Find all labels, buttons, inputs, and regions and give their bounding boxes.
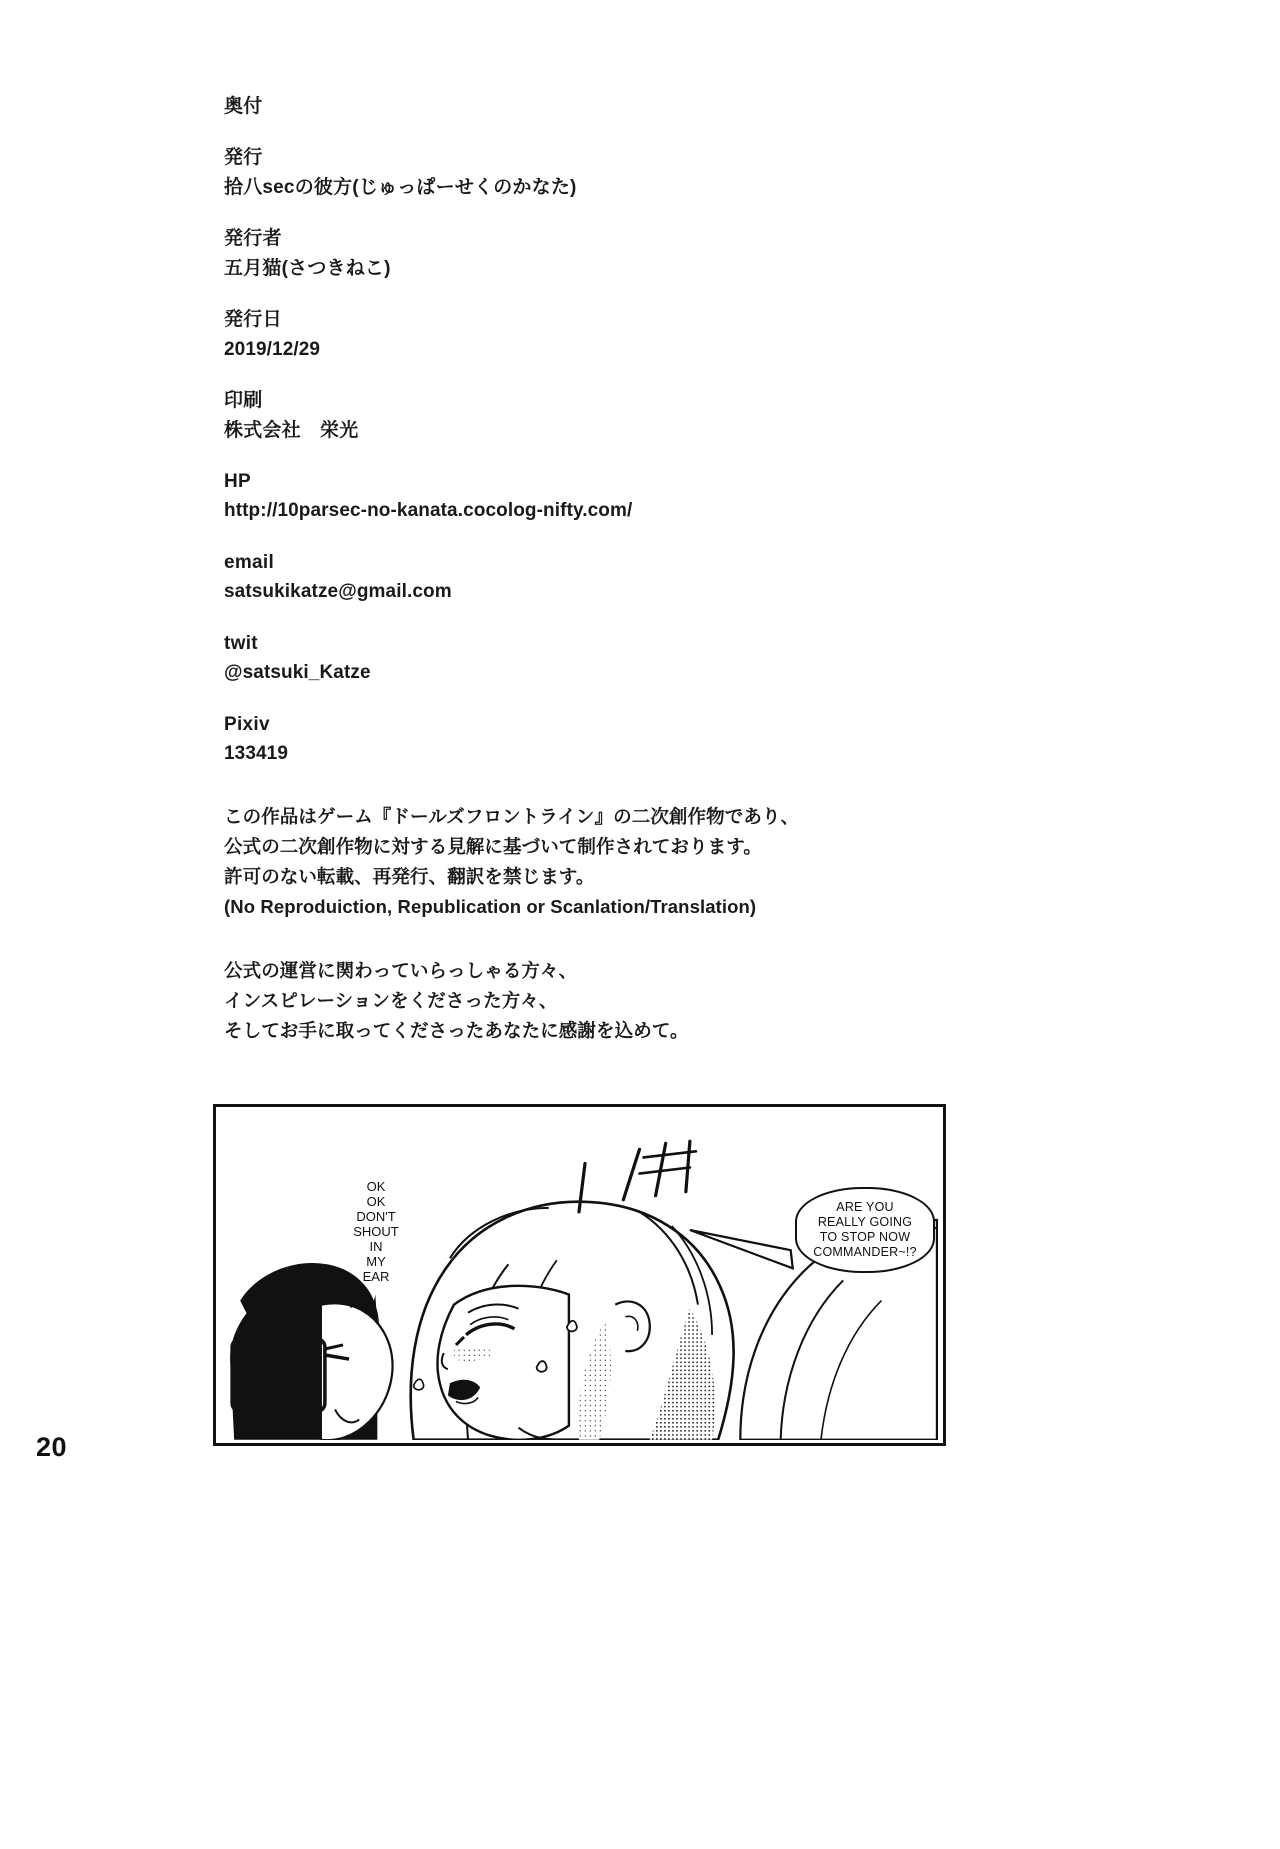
entry-value: 拾八secの彼方(じゅっぱーせくのかなた) [224, 176, 577, 198]
copyright-notice [224, 802, 1024, 922]
shout-line: MY [366, 1254, 386, 1270]
thanks-line: 公式の運営に関わっていらっしゃる方々、 [224, 960, 578, 982]
shout-text [350, 1179, 402, 1285]
colophon-entry-printing [224, 386, 1024, 445]
thanks-message [224, 956, 1024, 1046]
entry-heading: 発行日 [224, 309, 282, 331]
colophon-entry-email [224, 548, 1024, 607]
manga-panel-artwork [216, 1107, 943, 1443]
bubble-line: ARE YOU [836, 1199, 894, 1214]
entry-heading: twit [224, 632, 258, 654]
shout-line: OK [366, 1179, 386, 1194]
notice-line: (No Reproduiction, Republication or Scanlation/Translation) [224, 896, 757, 918]
notice-line: この作品はゲーム『ドールズフロントライン』の二次創作物であり、 [224, 806, 800, 828]
manga-artwork-svg [216, 1107, 943, 1440]
speech-bubble-text [813, 1200, 916, 1261]
entry-heading: Pixiv [224, 713, 270, 735]
shout-line: EAR [362, 1269, 390, 1285]
entry-heading: 発行者 [224, 228, 282, 250]
colophon-entry-date [224, 305, 1024, 364]
entry-value-twitter[interactable]: @satsuki_Katze [224, 662, 371, 684]
colophon-entry-pixiv [224, 710, 1024, 769]
thanks-line: そしてお手に取ってくださったあなたに感謝を込めて。 [224, 1020, 689, 1042]
entry-heading: email [224, 551, 275, 573]
speech-bubble [795, 1187, 935, 1273]
entry-value: 五月猫(さつきねこ) [224, 257, 391, 279]
manga-panel [213, 1104, 946, 1446]
entry-value-url[interactable]: http://10parsec-no-kanata.cocolog-nifty.com/ [224, 500, 633, 522]
colophon-entry-twitter [224, 629, 1024, 688]
bubble-line: COMMANDER~!? [813, 1245, 917, 1260]
entry-value-email[interactable]: satsukikatze@gmail.com [224, 581, 452, 603]
entry-value-pixiv: 133419 [224, 743, 289, 764]
colophon-entry-publication [224, 143, 1024, 202]
shout-line: OK [366, 1194, 386, 1210]
colophon-block [224, 92, 1024, 1046]
page-title: 奥付 [224, 96, 263, 117]
shout-line: IN [369, 1239, 383, 1255]
colophon-title-block [224, 92, 1024, 121]
entry-heading: 発行 [224, 147, 263, 169]
colophon-entry-homepage [224, 467, 1024, 526]
entry-value: 2019/12/29 [224, 338, 321, 360]
entry-heading: 印刷 [224, 390, 263, 412]
colophon-entry-publisher [224, 224, 1024, 283]
entry-heading: HP [224, 470, 251, 492]
notice-line: 許可のない転載、再発行、翻訳を禁じます。 [224, 866, 595, 888]
shout-line: DON'T [356, 1209, 396, 1225]
shout-line: SHOUT [353, 1224, 399, 1240]
bubble-line: REALLY GOING [817, 1214, 913, 1229]
entry-value: 株式会社 栄光 [224, 419, 359, 441]
bubble-line: TO STOP NOW [819, 1230, 911, 1244]
page-number: 20 [36, 1432, 68, 1462]
notice-line: 公式の二次創作物に対する見解に基づいて制作されております。 [224, 836, 762, 858]
thanks-line: インスピレーションをくださった方々、 [224, 990, 558, 1012]
